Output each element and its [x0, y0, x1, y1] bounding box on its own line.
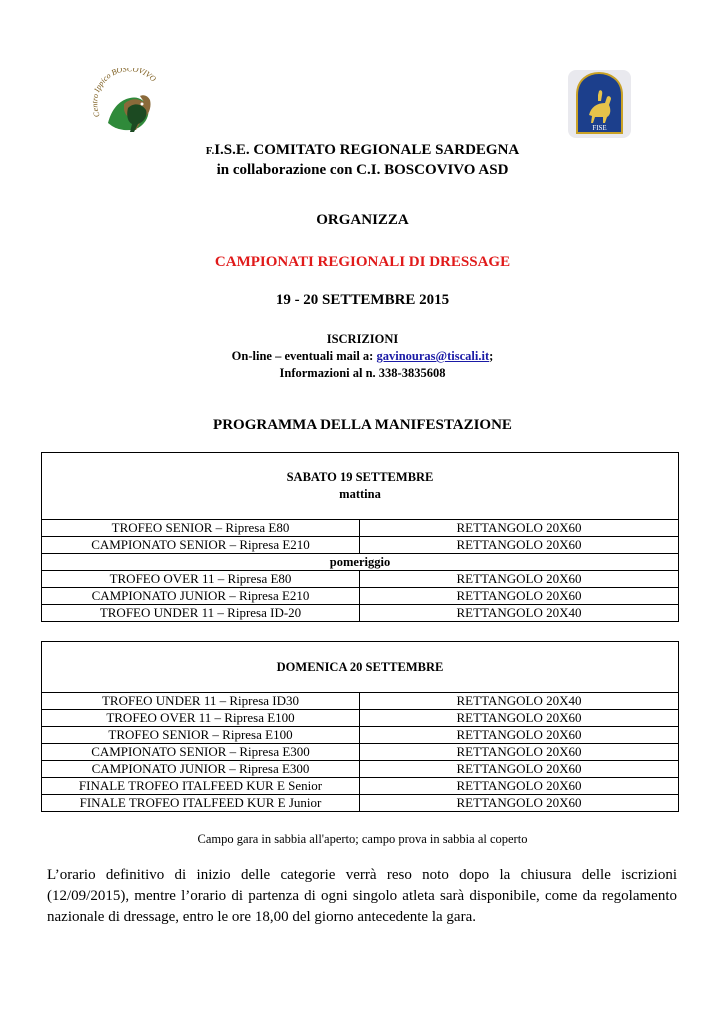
arena-cell: RETTANGOLO 20X60: [360, 537, 679, 554]
organizza-heading: ORGANIZZA: [316, 212, 409, 228]
arena-cell: RETTANGOLO 20X60: [360, 571, 679, 588]
session-pomeriggio: pomeriggio: [42, 554, 679, 571]
header-federation: I.S.E. COMITATO REGIONALE SARDEGNA: [214, 142, 520, 158]
arena-cell: RETTANGOLO 20X40: [360, 693, 679, 710]
sunday-header: [42, 642, 679, 693]
header-line-1: [0, 142, 725, 159]
logo-arc-text: Centro Ippico BOSCOVIVO: [90, 68, 158, 119]
email-link[interactable]: gavinouras@tiscali.it: [376, 349, 490, 363]
event-name-cell: TROFEO OVER 11 – Ripresa E100: [42, 710, 360, 727]
event-name-cell: TROFEO UNDER 11 – Ripresa ID-20: [42, 605, 360, 622]
saturday-schedule-table: [41, 452, 679, 622]
event-name-cell: CAMPIONATO JUNIOR – Ripresa E210: [42, 588, 360, 605]
arena-cell: RETTANGOLO 20X60: [360, 744, 679, 761]
event-name-cell: TROFEO UNDER 11 – Ripresa ID30: [42, 693, 360, 710]
schedule-row: [42, 778, 679, 795]
event-name-cell: TROFEO OVER 11 – Ripresa E80: [42, 571, 360, 588]
event-name-cell: FINALE TROFEO ITALFEED KUR E Junior: [42, 795, 360, 812]
event-title: CAMPIONATI REGIONALI DI DRESSAGE: [214, 254, 511, 270]
event-name-cell: CAMPIONATO SENIOR – Ripresa E300: [42, 744, 360, 761]
online-prefix: On-line – eventuali mail a:: [231, 349, 377, 363]
iscrizioni-title: ISCRIZIONI: [326, 332, 399, 346]
sunday-title: DOMENICA 20 SETTEMBRE: [276, 659, 444, 674]
orario-paragraph: L’orario definitivo di inizio delle categorie verrà reso noto dopo la chiusura delle iscrizioni (12/09/2015), mentre l’orario di partenza di ogni singolo atleta sarà disponibile, come da regolamento nazionale di dressage, entro le ore 18,00 del giorno antecedente la gara.: [47, 867, 677, 925]
schedule-row: [42, 537, 679, 554]
schedule-row: [42, 761, 679, 778]
event-dates: 19 - 20 SETTEMBRE 2015: [275, 292, 450, 308]
arena-cell: RETTANGOLO 20X60: [360, 588, 679, 605]
fise-logo-text: FISE: [592, 124, 607, 132]
online-suffix: ;: [489, 349, 494, 363]
campo-note: Campo gara in sabbia all'aperto; campo prova in sabbia al coperto: [197, 832, 528, 846]
programma-title: PROGRAMMA DELLA MANIFESTAZIONE: [213, 417, 512, 433]
schedule-row: [42, 588, 679, 605]
arena-cell: RETTANGOLO 20X60: [360, 778, 679, 795]
event-name-cell: CAMPIONATO JUNIOR – Ripresa E300: [42, 761, 360, 778]
event-name-cell: CAMPIONATO SENIOR – Ripresa E210: [42, 537, 360, 554]
saturday-header: [42, 453, 679, 520]
schedule-row: [42, 571, 679, 588]
arena-cell: RETTANGOLO 20X60: [360, 520, 679, 537]
iscrizioni-info: Informazioni al n. 338-3835608: [279, 366, 446, 380]
event-name-cell: TROFEO SENIOR – Ripresa E80: [42, 520, 360, 537]
schedule-row: [42, 693, 679, 710]
schedule-row: [42, 795, 679, 812]
arena-cell: RETTANGOLO 20X60: [360, 710, 679, 727]
session-row: [42, 554, 679, 571]
boscovivo-logo: [90, 68, 168, 138]
arena-cell: RETTANGOLO 20X60: [360, 761, 679, 778]
header-prefix: F.: [205, 145, 215, 157]
arena-cell: RETTANGOLO 20X60: [360, 795, 679, 812]
saturday-title: SABATO 19 SETTEMBRE: [286, 470, 434, 484]
schedule-row: [42, 520, 679, 537]
schedule-row: [42, 727, 679, 744]
event-name-cell: FINALE TROFEO ITALFEED KUR E Senior: [42, 778, 360, 795]
schedule-row: [42, 710, 679, 727]
sunday-schedule-table: [41, 641, 679, 812]
arena-cell: RETTANGOLO 20X60: [360, 727, 679, 744]
iscrizioni-online: [0, 349, 725, 364]
arena-cell: RETTANGOLO 20X40: [360, 605, 679, 622]
schedule-row: [42, 605, 679, 622]
session-mattina: mattina: [339, 487, 381, 501]
event-name-cell: TROFEO SENIOR – Ripresa E100: [42, 727, 360, 744]
fise-logo: [567, 69, 632, 139]
schedule-row: [42, 744, 679, 761]
header-line-2: in collaborazione con C.I. BOSCOVIVO ASD: [216, 162, 509, 178]
